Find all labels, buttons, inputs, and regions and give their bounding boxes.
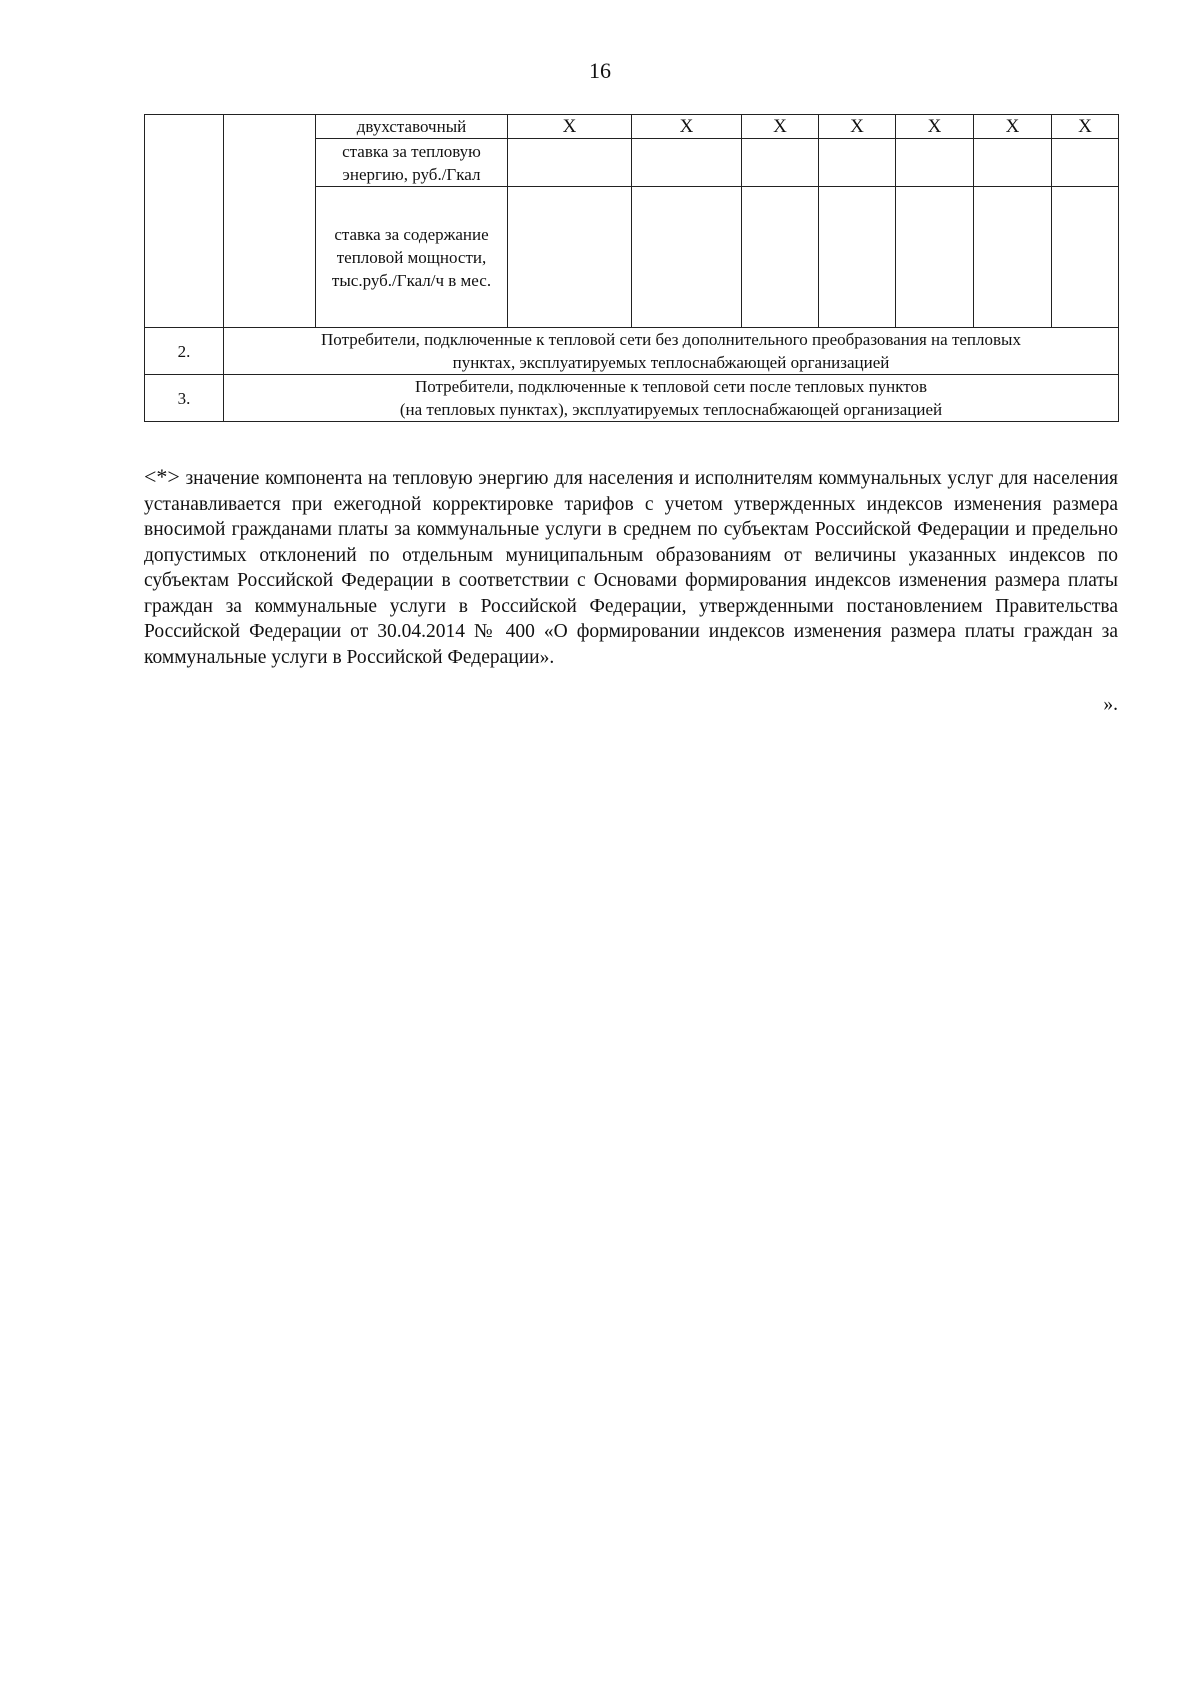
- x-mark: X: [742, 115, 819, 139]
- footnote-text: значение компонента на тепловую энергию для населения и исполнителям коммунальных услуг для населения устанавливается при ежегодной корректировке тарифов с учетом утвержденных индексов изменения размера вносимой гражданами платы за коммунальные услуги в среднем по субъектам Российской Федерации и предельно допустимых отклонений по отдельным муниципальным образованиям от величины указанных индексов по субъектам Российской Федерации в соответствии с Основами формирования индексов изменения размера платы граждан за коммунальные услуги в Российской Федерации, утвержденными постановлением Правительства Российской Федерации от 30.04.2014 № 400 «О формировании индексов изменения размера платы граждан за коммунальные услуги в Российской Федерации».: [144, 468, 1119, 668]
- empty-number-cell: [145, 115, 224, 328]
- empty-cell: [974, 139, 1052, 187]
- row-number: 2.: [145, 328, 224, 375]
- row-number: 3.: [145, 375, 224, 422]
- x-mark: X: [1052, 115, 1119, 139]
- energy-rate-label: ставка за тепловую энергию, руб./Гкал: [316, 139, 508, 187]
- x-mark: X: [508, 115, 632, 139]
- empty-cell: [508, 139, 632, 187]
- empty-cell: [1052, 139, 1119, 187]
- consumer-description: [224, 375, 1119, 422]
- description-line: Потребители, подключенные к тепловой сети без дополнительного преобразования на тепловых: [321, 330, 1021, 349]
- two-part-label: двухставочный: [316, 115, 508, 139]
- x-mark: X: [974, 115, 1052, 139]
- x-mark: X: [896, 115, 974, 139]
- empty-cell: [1052, 187, 1119, 328]
- capacity-rate-label: ставка за содержание тепловой мощности, тыс.руб./Гкал/ч в мес.: [316, 187, 508, 328]
- empty-cell: [508, 187, 632, 328]
- empty-group-cell: [224, 115, 316, 328]
- consumer-row: [145, 375, 1119, 422]
- footnote: [144, 464, 1118, 670]
- empty-cell: [819, 187, 896, 328]
- description-line: (на тепловых пунктах), эксплуатируемых теплоснабжающей организацией: [399, 400, 943, 419]
- closing-quote-mark: ».: [1103, 694, 1118, 715]
- description-line: пунктах, эксплуатируемых теплоснабжающей организацией: [452, 353, 890, 372]
- two-part-row: [145, 115, 1119, 139]
- empty-cell: [632, 187, 742, 328]
- page-number: 16: [589, 58, 611, 83]
- x-mark: X: [819, 115, 896, 139]
- consumer-description: [224, 328, 1119, 375]
- description-line: Потребители, подключенные к тепловой сети после тепловых пунктов: [414, 377, 928, 396]
- empty-cell: [896, 139, 974, 187]
- empty-cell: [632, 139, 742, 187]
- footnote-marker: <*>: [144, 464, 180, 489]
- empty-cell: [896, 187, 974, 328]
- tariff-table: [144, 114, 1119, 422]
- empty-cell: [742, 139, 819, 187]
- empty-cell: [742, 187, 819, 328]
- empty-cell: [974, 187, 1052, 328]
- consumer-row: [145, 328, 1119, 375]
- x-mark: X: [632, 115, 742, 139]
- empty-cell: [819, 139, 896, 187]
